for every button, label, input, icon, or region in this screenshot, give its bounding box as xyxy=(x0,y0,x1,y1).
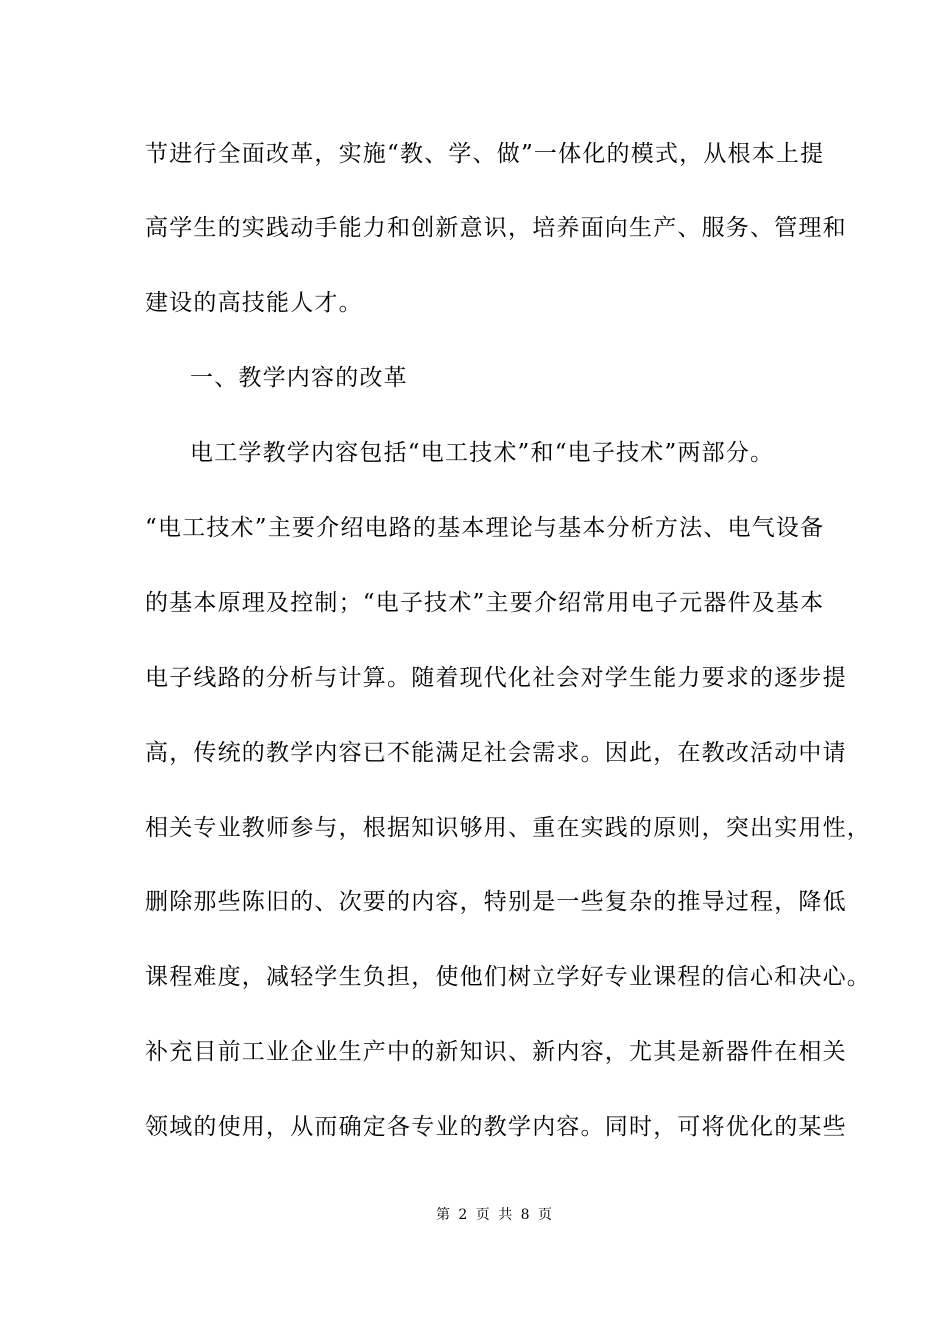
body-text-line: 相关专业教师参与，根据知识够用、重在实践的原则，突出实用性， xyxy=(145,815,871,841)
body-text-line: 电子线路的分析与计算。随着现代化社会对学生能力要求的逐步提 xyxy=(145,665,847,691)
body-text-line: 补充目前工业企业生产中的新知识、新内容，尤其是新器件在相关 xyxy=(145,1039,847,1065)
body-text-line: 节进行全面改革，实施“教、学、做”一体化的模式，从根本上提 xyxy=(145,141,825,167)
body-text-line: 删除那些陈旧的、次要的内容，特别是一些复杂的推导过程，降低 xyxy=(145,889,847,915)
body-text-line: 建设的高技能人才。 xyxy=(145,290,363,316)
body-text-line: 高学生的实践动手能力和创新意识，培养面向生产、服务、管理和 xyxy=(145,215,847,241)
body-text-line: 的基本原理及控制；“电子技术”主要介绍常用电子元器件及基本 xyxy=(145,590,825,616)
body-text-line: “电工技术”主要介绍电路的基本理论与基本分析方法、电气设备 xyxy=(145,515,825,541)
page-footer: 第 2 页 共 8 页 xyxy=(435,1207,555,1223)
body-text-line: 电工学教学内容包括“电工技术”和“电子技术”两部分。 xyxy=(190,440,775,466)
body-text-line: 高，传统的教学内容已不能满足社会需求。因此，在教改活动中请 xyxy=(145,740,847,766)
section-heading: 一、教学内容的改革 xyxy=(190,365,408,391)
body-text-line: 领域的使用，从而确定各专业的教学内容。同时，可将优化的某些 xyxy=(145,1114,847,1140)
body-text-line: 课程难度，减轻学生负担，使他们树立学好专业课程的信心和决心。 xyxy=(145,964,871,990)
